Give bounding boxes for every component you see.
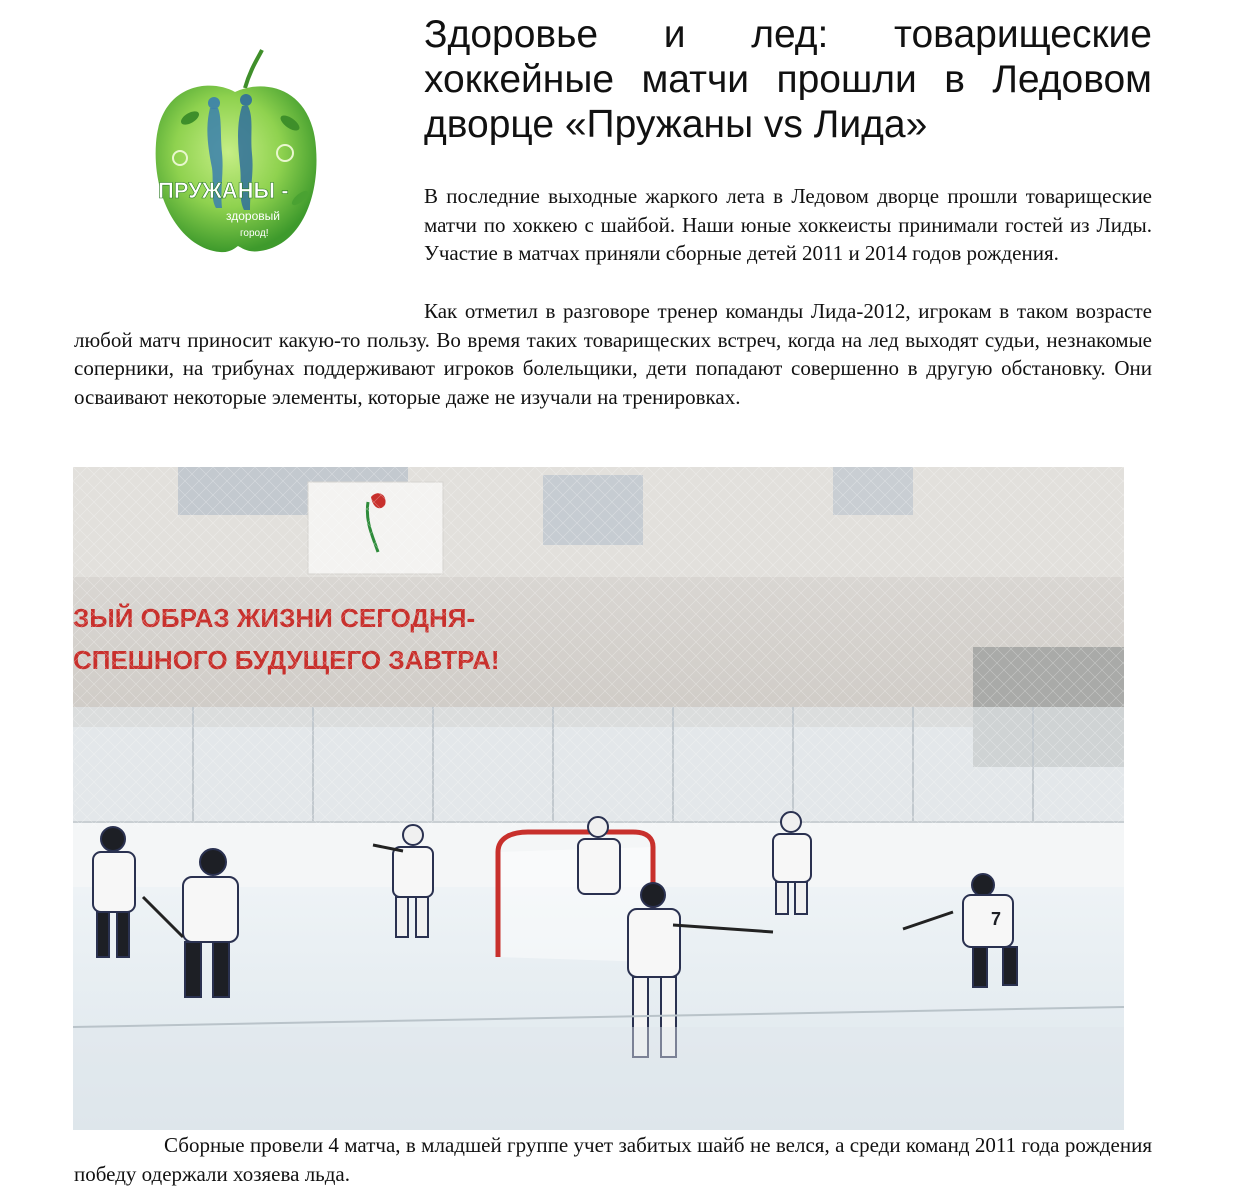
- article-paragraph-3: Сборные провели 4 матча, в младшей группе учет забитых шайб не велся, а среди команд 2011 года рождения победу одержали хозяева льда.: [74, 1133, 1152, 1186]
- logo-tagline-line1: здоровый: [226, 209, 280, 223]
- apple-logo-icon: [150, 48, 320, 260]
- hockey-photo: [73, 467, 1124, 1130]
- logo-name-text: ПРУЖАНЫ -: [158, 178, 289, 203]
- jersey-number: 7: [991, 909, 1002, 929]
- article-title: Здоровье и лед: товарищеские хоккейные матчи прошли в Ледовом дворце «Пружаны vs Лида»: [424, 13, 1152, 146]
- article-paragraph-1: В последние выходные жаркого лета в Ледовом дворце прошли товарищеские матчи по хоккею с шайбой. Наши юные хоккеисты принимали гостей из Лиды. Участие в матчах приняли сборные детей 2011 и 2014 годов рождения.: [424, 184, 1152, 266]
- article-paragraph-2: Как отметил в разговоре тренер команды Лида-2012, игрокам в таком возрасте любой матч приносит какую-то пользу. Во время таких товарищеских встреч, когда на лед выходят судьи, незнакомые соперники, на трибунах поддерживают игроков болельщики, дети попадают совершенно в другую обстановку. Они осваивают некоторые элементы, которые даже не изучали на тренировках.: [74, 299, 1152, 409]
- logo: [150, 48, 320, 260]
- hockey-rink-image: [73, 467, 1124, 1130]
- logo-tagline-line2: город!: [240, 228, 269, 239]
